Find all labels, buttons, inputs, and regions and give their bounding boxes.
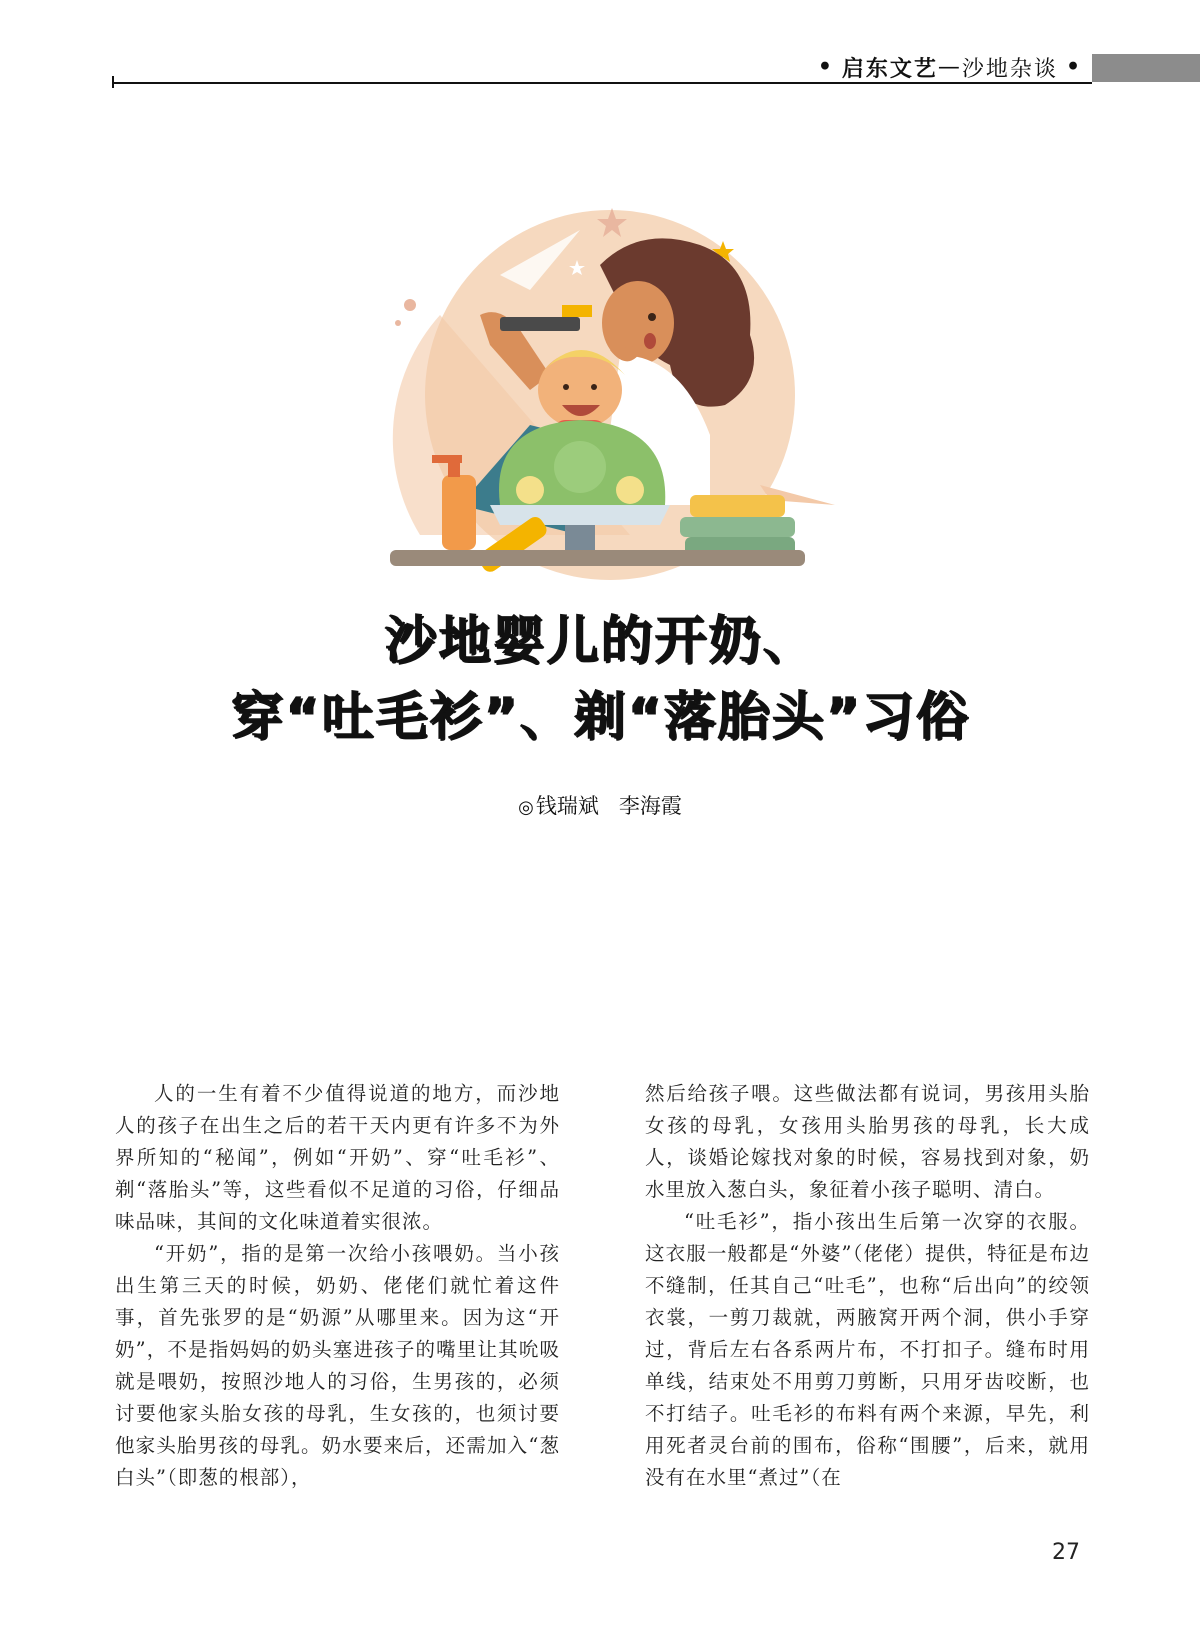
paragraph: “吐毛衫”，指小孩出生后第一次穿的衣服。这衣服一般都是“外婆”（佬佬）提供，特征是布边不缝制，任其自己“吐毛”，也称“后出向”的绞领衣裳，一剪刀裁就，两腋窝开两个洞，供小手穿过，背后左右各系两片布，不打扣子。缝布时用单线，结束处不用剪刀剪断，只用牙齿咬断，也不打结子。吐毛衫的布料有两个来源，早先，利用死者灵台前的围布，俗称“围腰”，后来，就用没有在水里“煮过”（在 [645,1210,1090,1489]
header-gray-bar [1092,54,1200,82]
hair-clipper [500,317,580,331]
section-name: 沙地杂谈 [961,56,1058,82]
running-header [810,52,1090,82]
header-dash: — [937,54,962,80]
body-column-right [645,1078,1090,1494]
paragraph: “开奶”，指的是第一次给小孩喂奶。当小孩出生第三天的时候，奶奶、佬佬们就忙着这件事，首先张罗的是“奶源”从哪里来。因为这“开奶”，不是指妈妈的奶头塞进孩子的嘴里让其吮吸就是喂奶，按照沙地人的习俗，生男孩的，必须讨要他家头胎女孩的母乳，生女孩的，也须讨要他家头胎男孩的母乳。奶水要来后，还需加入“葱白头”（即葱的根部）， [115,1242,560,1489]
header-rule [112,82,1092,84]
haircut-illustration [380,205,850,590]
paragraph: 然后给孩子喂。这些做法都有说词，男孩用头胎女孩的母乳，女孩用头胎男孩的母乳，长大成人，谈婚论嫁找对象的时候，容易找到对象，奶水里放入葱白头，象征着小孩子聪明、清白。 [645,1082,1090,1201]
magazine-name: 启东文艺 [841,55,938,82]
byline [0,790,1200,820]
page-number: 27 [1052,1540,1080,1565]
article-title-line1: 沙地婴儿的开奶、 [383,611,816,671]
bottle-icon [442,475,476,550]
header-bullet-right: • [1065,54,1082,80]
paragraph: 人的一生有着不少值得说道的地方，而沙地人的孩子在出生之后的若干天内更有许多不为外界所知的“秘闻”，例如“开奶”、穿“吐毛衫”、剃“落胎头”等，这些看似不足道的习俗，仔细品味品味，其间的文化味道着实很浓。 [115,1082,560,1233]
author-name: 钱瑞斌 [535,794,599,818]
byline-mark: ◎ [518,797,534,818]
child-face [538,352,622,428]
header-bullet-left: • [817,54,834,80]
towel-stack [690,495,785,517]
author-name: 李海霞 [618,794,682,818]
article-title-line2: 穿“吐毛衫”、剃“落胎头”习俗 [230,687,970,747]
floor-bar [390,550,805,566]
body-column-left [115,1078,560,1494]
